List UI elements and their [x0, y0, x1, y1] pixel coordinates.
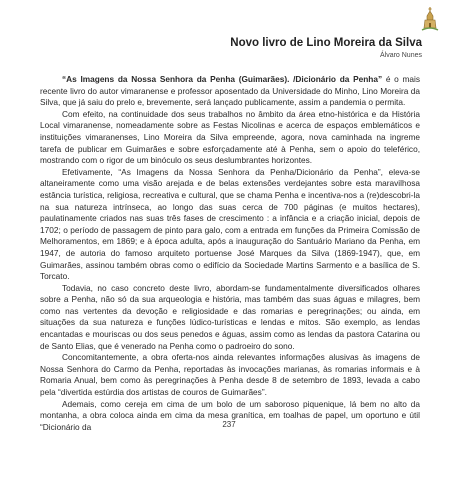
paragraph-text: é o mais recente livro do autor vimaranense e professor aposentado da Universidade do Minho, Lino Moreira da Silva, que já saiu do prelo e, brevemente, será lançado publicamente, assim a pandemia o permita.	[40, 74, 420, 108]
paragraph: Com efeito, na continuidade dos seus trabalhos no âmbito da área etno-histórica e da História Local vimaranense, nomeadamente sobre as Festas Nicolinas e acerca de espaços emblemáticos e instituições vimaranenses, Lino Moreira da Silva empreende, agora, nova caminhada na ingreme tarefa de publicar em Guimarães e sobre esforçadamente até à Penha, sem o apoio do teleférico, mostrando com o rigor de um binóculo os seus deslumbrantes horizontes.	[40, 108, 420, 166]
article-title: Novo livro de Lino Moreira da Silva	[230, 37, 422, 49]
paragraph: Todavia, no caso concreto deste livro, abordam-se fundamentalmente diversificados olhares sobre a Penha, não só da sua arqueologia e história, mas também das suas águas e milagres, bem como nas vertentes da devoção e religiosidade e das romarias e peregrinações; ou ainda, em situações da sua natureza e funções lúdico-turísticas e lendas e mitos. São exemplo, as lendas encantadas e mouriscas ou dos seus penedos e águas, assim como as lendas da pastora Catarina ou de Santo Elias, que é venerado na Penha como o padroeiro do sono.	[40, 282, 420, 351]
paragraph	[40, 74, 420, 109]
paragraph: Ademais, como cereja em cima de um bolo de um saboroso piquenique, lá bem no alto da montanha, a obra coloca ainda em cima da mesa granítica, em toalhas de papel, um oportuno e útil “Dicionário da	[40, 398, 420, 432]
paragraph: Concomitantemente, a obra oferta-nos ainda relevantes informações alusivas às imagens de Nossa Senhora do Carmo da Penha, reportadas às invocações marianas, às romarias informais e à Romaria Anual, bem como às peregrinações à Penha desde 8 de setembro de 1893, levada a cabo pela “divertida estúrdia dos artistas de couros de Guimarães”.	[40, 352, 420, 398]
book-title: “As Imagens da Nossa Senhora da Penha (Guimarães). /Dicionário da Penha”	[62, 74, 383, 84]
article-author: Álvaro Nunes	[379, 52, 422, 59]
page-number: 237	[222, 420, 236, 429]
church-icon	[421, 6, 439, 32]
paragraph: Efetivamente, “As Imagens da Nossa Senhora da Penha/Dicionário da Penha”, eleva-se altaneiramente como uma visão arejada e de belas extensões verdejantes sobre esta maravilhosa estância turística, religiosa, recreativa e cultural, que se chama Penha e incentiva-nos a (re)descobri-la na sua natureza intrínseca, ao longo das suas cerca de 700 páginas (e muitos hectares), paulatinamente criados nas suas três fases de crescimento : a infância e a criação inicial, depois de 1702; o período de passagem de pinto para galo, com a entrada em funções da Primeira Comissão de Melhoramentos, em 1869; e à época adulta, após a inauguração do Santuário Mariano da Penha, em 1947, de autoria do famoso arquiteto portuense José Marques da Silva (1869-1947), que, em Guimarães, assinou também obras como o edifício da Sociedade Martins Sarmento e a basílica de S. Torcato.	[40, 166, 420, 282]
article-body	[40, 74, 420, 433]
article-header	[230, 36, 422, 61]
